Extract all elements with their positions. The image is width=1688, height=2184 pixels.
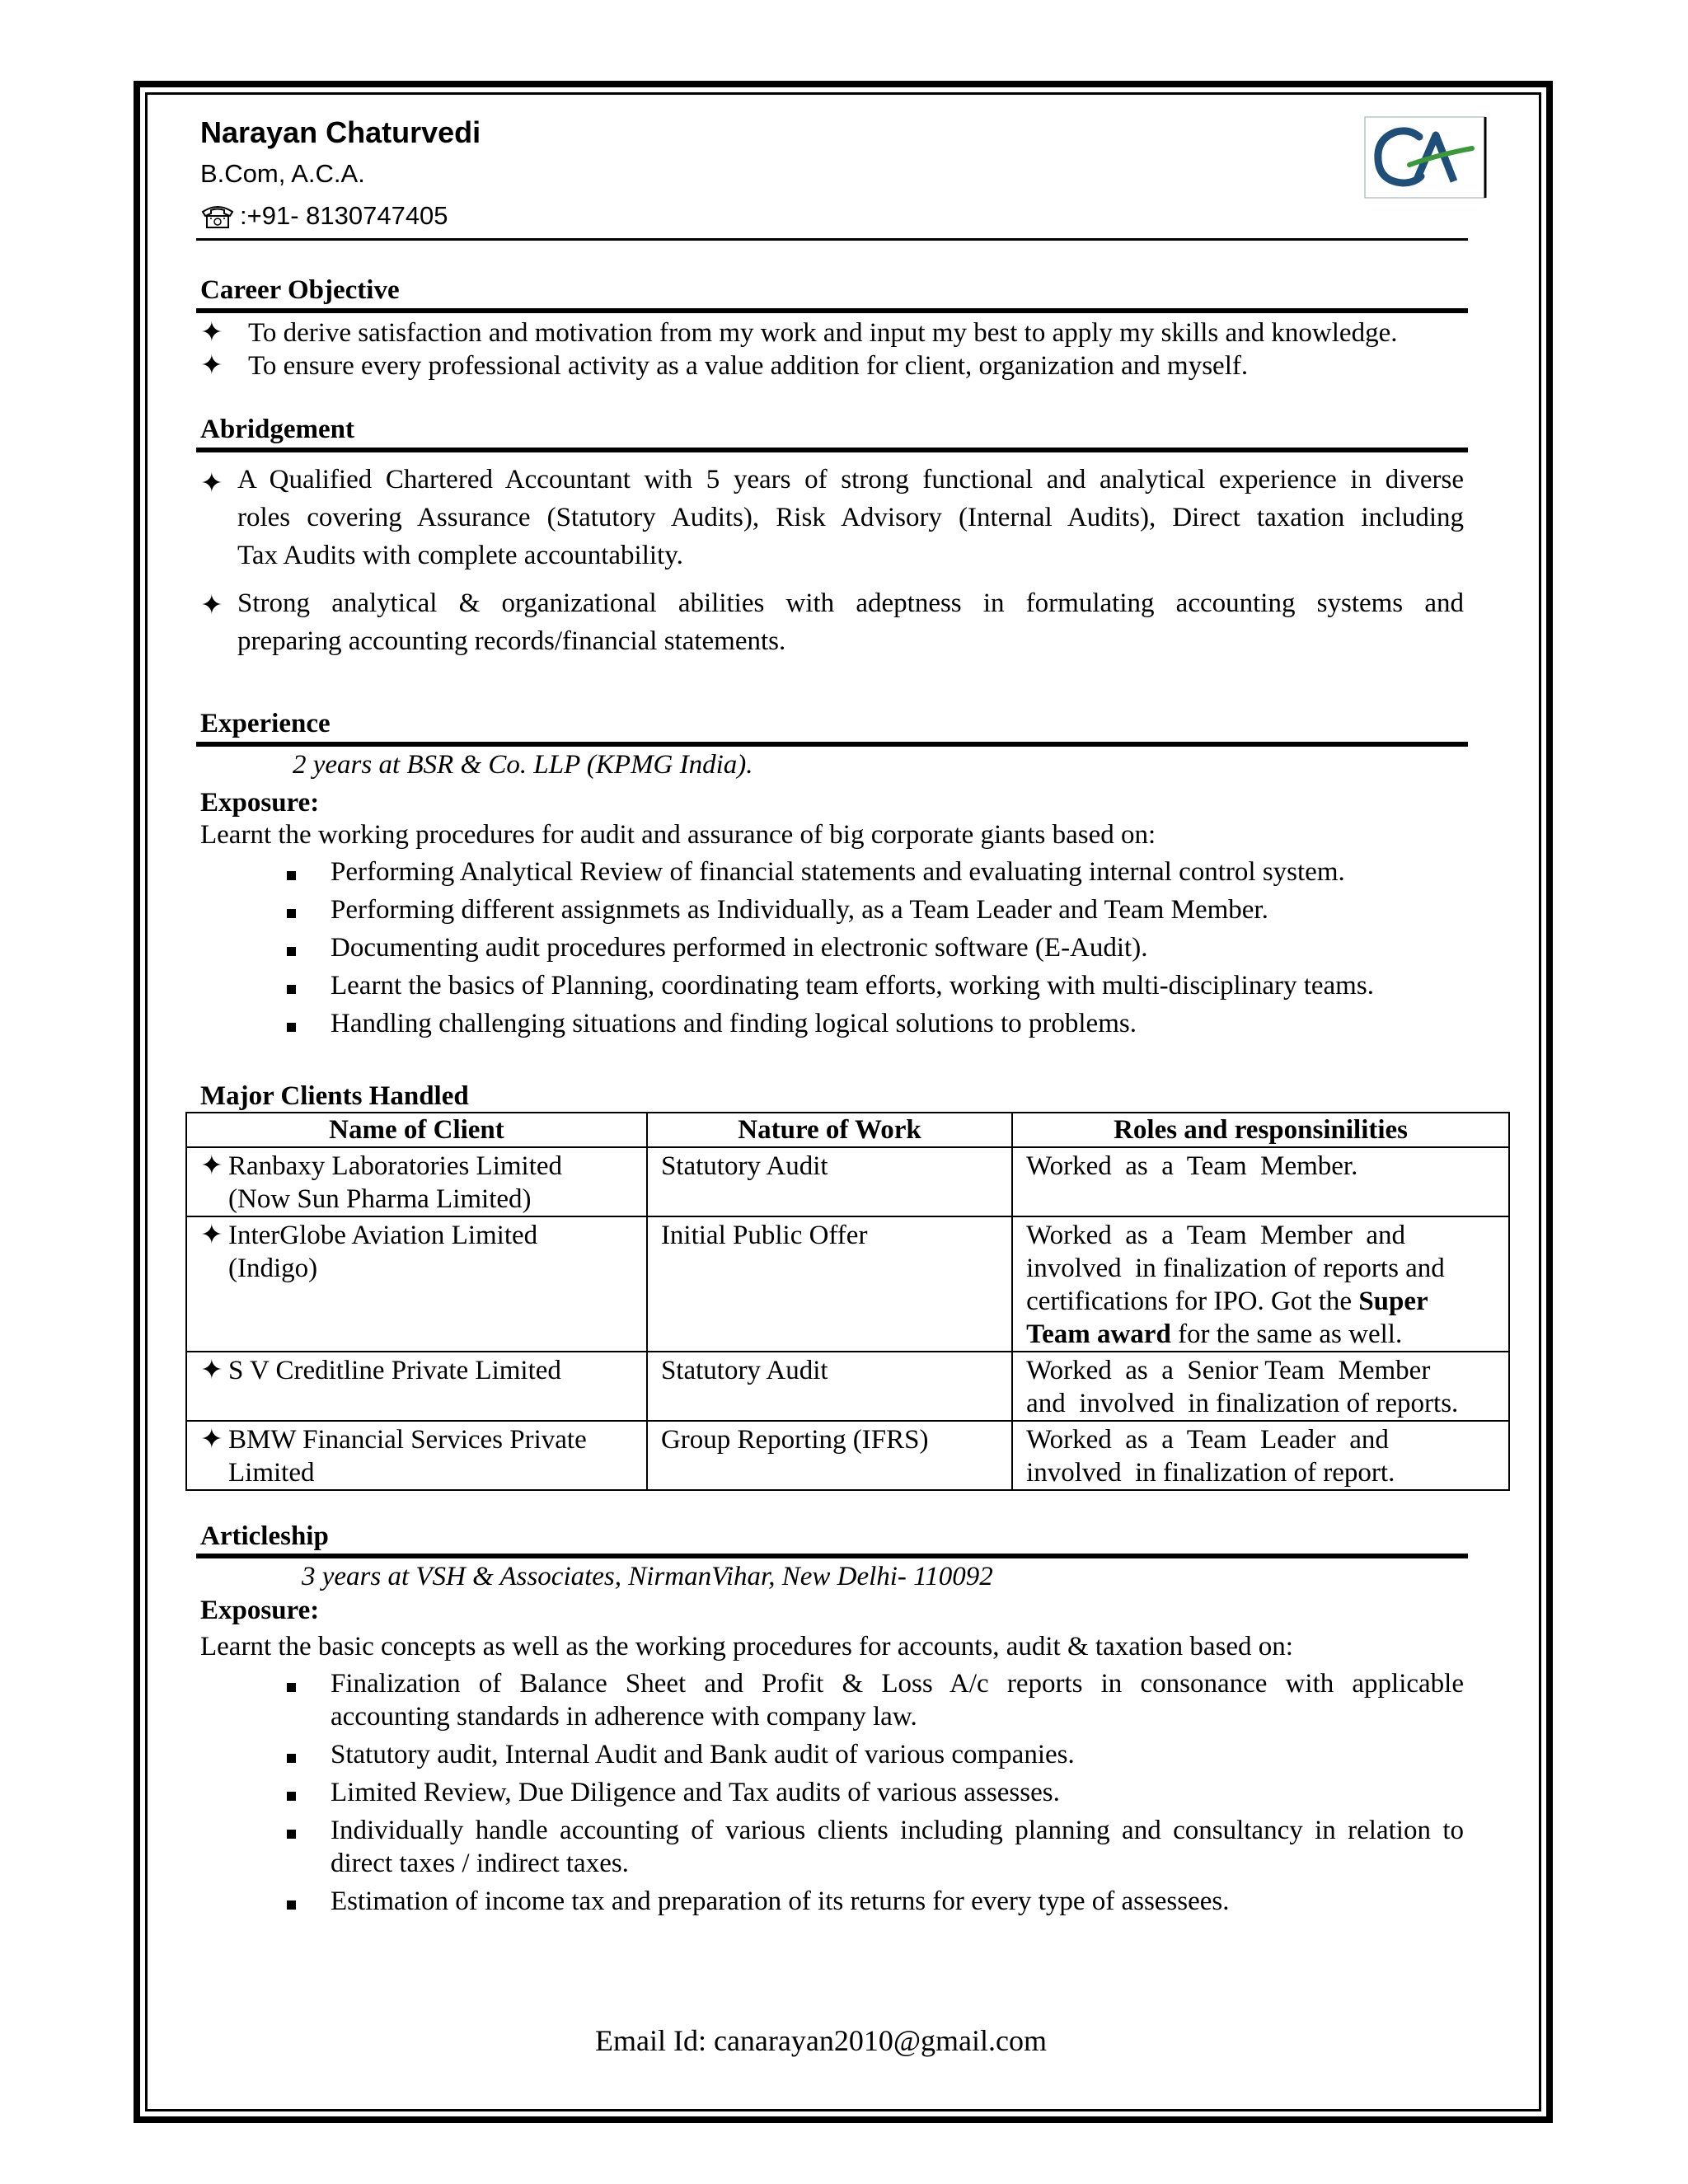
nature-of-work-cell: Group Reporting (IFRS) [647, 1421, 1012, 1490]
column-header: Nature of Work [647, 1113, 1012, 1147]
square-bullet-icon [287, 1792, 296, 1801]
list-item: Statutory audit, Internal Audit and Bank audit of various companies. [331, 1740, 1075, 1769]
articleship-intro: Learnt the basic concepts as well as the working procedures for accounts, audit & taxation based on: [200, 1632, 1293, 1661]
list-item: Learnt the basics of Planning, coordinating team efforts, working with multi-disciplinary teams. [331, 971, 1374, 1001]
square-bullet-icon [287, 909, 296, 918]
abridgement-heading: Abridgement [200, 415, 354, 444]
list-item: Limited Review, Due Diligence and Tax audits of various assesses. [331, 1778, 1060, 1807]
list-item [200, 465, 223, 503]
list-item: accounting standards in adherence with company law. [331, 1702, 917, 1732]
client-name-cell [186, 1216, 647, 1352]
square-bullet-icon [287, 1830, 296, 1839]
section-rule [196, 448, 1468, 452]
role-cell [1012, 1147, 1509, 1216]
list-item: Estimation of income tax and preparation of its returns for every type of assessees. [331, 1886, 1230, 1916]
star-bullet-icon: ✦ [200, 318, 223, 348]
square-bullet-icon [287, 1023, 296, 1032]
articleship-tenure: 3 years at VSH & Associates, NirmanVihar, New Delhi- 110092 [302, 1562, 993, 1591]
role-line: Worked as a Senior Team Member [1026, 1356, 1431, 1385]
phone-number: :+91- 8130747405 [240, 201, 448, 230]
list-item: Performing Analytical Review of financial statements and evaluating internal control system. [331, 857, 1345, 887]
list-item: direct taxes / indirect taxes. [331, 1849, 629, 1878]
client-name-cell [186, 1147, 647, 1216]
table-row [186, 1421, 1509, 1490]
qualification: B.Com, A.C.A. [200, 159, 365, 188]
abridgement-line: roles covering Assurance (Statutory Audits), Risk Advisory (Internal Audits), Direct taxation including [237, 503, 1464, 532]
abridgement-line: Strong analytical & organizational abilities with adeptness in formulating accounting systems and [237, 588, 1464, 618]
client-name-line: (Indigo) [228, 1254, 318, 1283]
experience-heading: Experience [200, 709, 331, 738]
square-bullet-icon [287, 985, 296, 994]
column-header: Roles and responsinilities [1012, 1113, 1509, 1147]
role-line: Team award for the same as well. [1026, 1319, 1403, 1349]
star-bullet-icon: ✦ [200, 1356, 223, 1385]
client-name-line: (Now Sun Pharma Limited) [228, 1184, 532, 1214]
role-line: Worked as a Team Leader and [1026, 1425, 1389, 1455]
role-cell [1012, 1352, 1509, 1421]
nature-of-work-cell: Initial Public Offer [647, 1216, 1012, 1352]
table-row [186, 1352, 1509, 1421]
experience-tenure: 2 years at BSR & Co. LLP (KPMG India). [293, 750, 753, 780]
articleship-heading: Articleship [200, 1521, 329, 1551]
section-rule [196, 308, 1468, 313]
client-name-cell [186, 1352, 647, 1421]
square-bullet-icon [287, 871, 296, 880]
section-rule [196, 742, 1468, 747]
abridgement-line: preparing accounting records/financial statements. [237, 626, 786, 656]
list-item: ✦ To derive satisfaction and motivation from my work and input my best to apply my skills and knowledge. [200, 316, 1397, 349]
client-name-line: ✦ S V Creditline Private Limited [200, 1356, 561, 1385]
client-name-line: ✦ Ranbaxy Laboratories Limited [200, 1151, 563, 1181]
star-bullet-icon: ✦ [200, 1221, 223, 1250]
star-bullet-icon: ✦ [200, 1425, 223, 1455]
role-line: involved in finalization of report. [1026, 1458, 1395, 1488]
star-bullet-icon: ✦ [200, 469, 223, 499]
client-name-line: ✦ BMW Financial Services Private [200, 1425, 587, 1455]
award-text: Team award [1026, 1319, 1171, 1349]
list-item: Performing different assignmets as Individually, as a Team Leader and Team Member. [331, 895, 1268, 925]
header-rule [196, 238, 1468, 241]
list-item: Finalization of Balance Sheet and Profit & Loss A/c reports in consonance with applicable [331, 1669, 1464, 1699]
ca-logo [1362, 112, 1489, 201]
telephone-icon [200, 202, 235, 230]
role-line: certifications for IPO. Got the Super [1026, 1286, 1428, 1316]
table-header-row [186, 1113, 1509, 1147]
nature-of-work-cell: Statutory Audit [647, 1147, 1012, 1216]
exposure-label: Exposure: [200, 1596, 320, 1625]
role-cell [1012, 1216, 1509, 1352]
client-name-line: Limited [228, 1458, 315, 1488]
role-line: involved in finalization of reports and [1026, 1254, 1445, 1283]
role-line: and involved in finalization of reports. [1026, 1389, 1459, 1418]
table-row [186, 1147, 1509, 1216]
star-bullet-icon: ✦ [200, 351, 223, 381]
column-header: Name of Client [186, 1113, 647, 1147]
abridgement-line: A Qualified Chartered Accountant with 5 years of strong functional and analytical experience in diverse [237, 465, 1464, 494]
list-item: Documenting audit procedures performed in electronic software (E-Audit). [331, 933, 1148, 963]
client-name-cell [186, 1421, 647, 1490]
list-item: Handling challenging situations and finding logical solutions to problems. [331, 1009, 1137, 1038]
list-item [200, 588, 223, 621]
square-bullet-icon [287, 1754, 296, 1763]
career-objective-heading: Career Objective [200, 275, 400, 305]
abridgement-line: Tax Audits with complete accountability. [237, 541, 683, 570]
section-rule [196, 1554, 1468, 1558]
role-line: Worked as a Team Member. [1026, 1151, 1358, 1181]
exposure-label: Exposure: [200, 788, 320, 818]
client-name-line: ✦ InterGlobe Aviation Limited [200, 1221, 538, 1250]
square-bullet-icon [287, 947, 296, 956]
nature-of-work-cell: Statutory Audit [647, 1352, 1012, 1421]
clients-heading: Major Clients Handled [200, 1081, 469, 1111]
star-bullet-icon: ✦ [200, 591, 223, 621]
list-item: ✦ To ensure every professional activity as a value addition for client, organization and myself. [200, 349, 1248, 382]
phone-line [200, 201, 448, 231]
award-text: Super [1358, 1286, 1428, 1316]
list-item: Individually handle accounting of various clients including planning and consultancy in relation to [331, 1816, 1464, 1845]
candidate-name: Narayan Chaturvedi [200, 115, 481, 149]
square-bullet-icon [287, 1683, 296, 1692]
role-cell [1012, 1421, 1509, 1490]
star-bullet-icon: ✦ [200, 1151, 223, 1181]
table-row [186, 1216, 1509, 1352]
square-bullet-icon [287, 1900, 296, 1910]
email-footer: Email Id: canarayan2010@gmail.com [595, 2024, 1047, 2057]
clients-table [185, 1112, 1510, 1491]
experience-intro: Learnt the working procedures for audit and assurance of big corporate giants based on: [200, 820, 1156, 850]
role-line: Worked as a Team Member and [1026, 1221, 1406, 1250]
